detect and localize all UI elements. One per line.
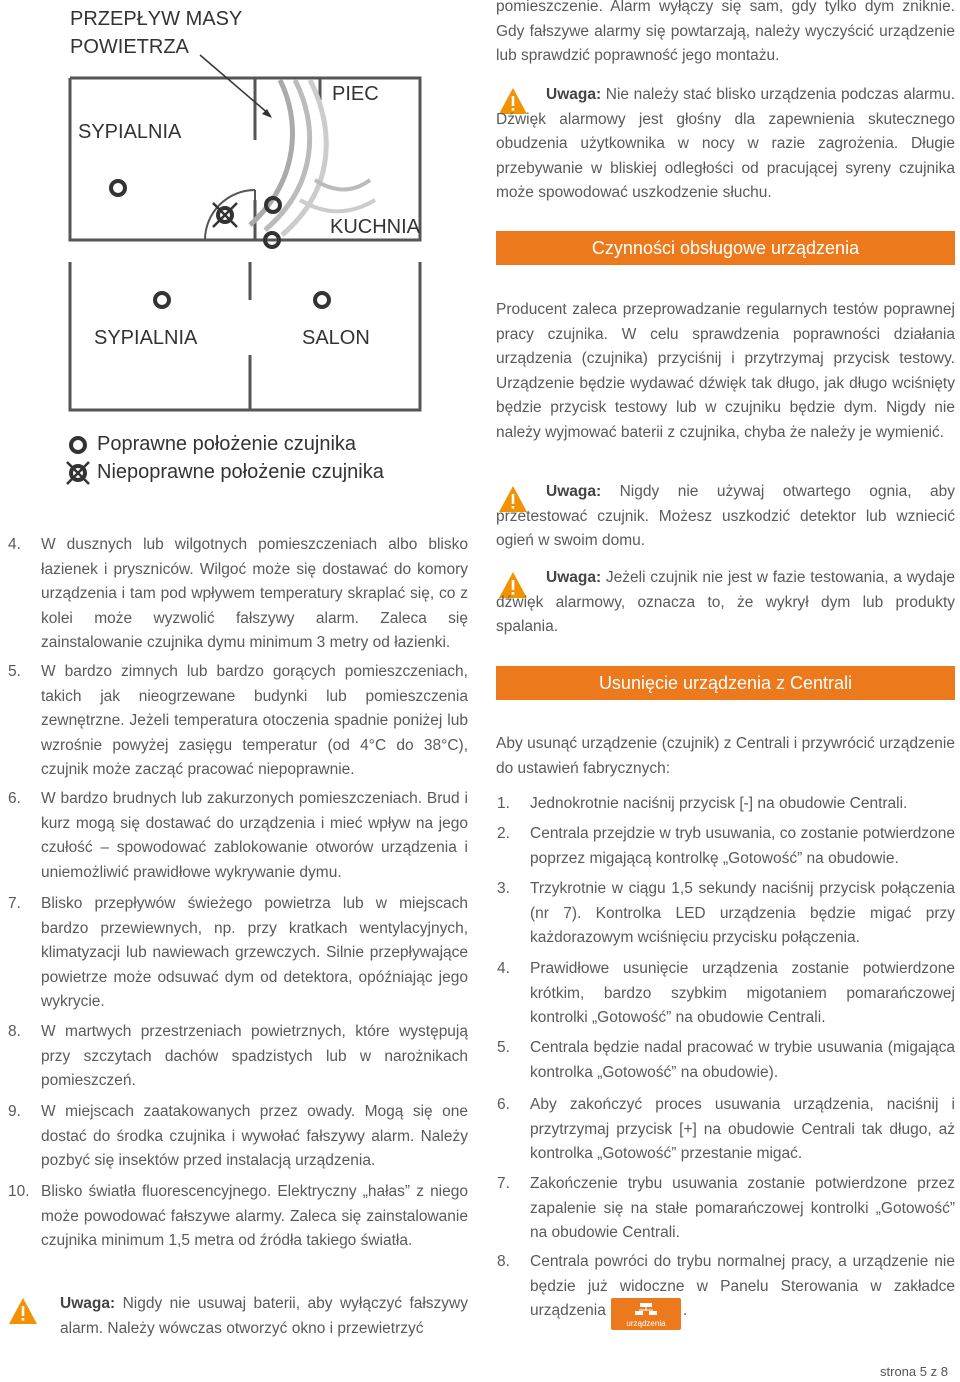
step-number: 2. <box>497 825 510 842</box>
list-item-text: Blisko przepływów świeżego powietrza lub w miejscach bardzo przewiewnych, np. przy kratkach wentylacyjnych, klimatyzacji lub nawiewach grzewczych. Silnie przepływające powietrze może odsuwać dym od detektora, opóźniając jego wykrycie. <box>41 895 468 1010</box>
list-item-number: 6. <box>8 790 21 807</box>
step-number: 8. <box>497 1253 510 1270</box>
room-label-sypialnia: SYPIALNIA <box>78 121 182 143</box>
step-text: Zakończenie trybu usuwania zostanie potwierdzone przez zapalenie się na stałe pomarańczowej kontrolki „Gotowość” na obudowie Centrali. <box>530 1175 955 1241</box>
warning-text: Nigdy nie usuwaj baterii, aby wyłączyć fałszywy alarm. Należy wówczas otworzyć okno i przewietrzyć <box>60 1295 469 1337</box>
step-text: Centrala będzie nadal pracować w trybie usuwania (migająca kontrolka „Gotowość” na obudowie). <box>530 1039 955 1081</box>
section-title-removal: Usunięcie urządzenia z Centrali <box>496 666 955 700</box>
removal-intro: Aby usunąć urządzenie (czujnik) z Centrali i przywrócić urządzenie do ustawień fabrycznych: <box>496 735 955 777</box>
right-intro: pomieszczenie. Alarm wyłączy się sam, gdy tylko dym zniknie. Gdy fałszywe alarmy się powtarzają, należy wyczyścić urządzenie lub sprawdzić poprawność jego montażu. <box>496 0 955 64</box>
list-item-text: W bardzo zimnych lub bardzo gorących pomieszczeniach, takich jak nieogrzewane budynki lub pomieszczenia zewnętrzne. Jeżeli temperatura otoczenia spadnie poniżej lub wzrośnie powyżej zasięgu temperatur (od 4°C do 38°C), czujnik może zacząć pracować niepoprawnie. <box>41 663 468 778</box>
room-label-kuchnia: KUCHNIA <box>330 216 421 238</box>
step-text: Prawidłowe usunięcie urządzenia zostanie potwierdzone krótkim, bardzo szybkim migotaniem pomarańczowej kontrolki „Gotowość” na obudowie Centrali. <box>530 960 955 1026</box>
correct-sensor-icon <box>71 438 85 452</box>
step-number: 6. <box>497 1096 510 1113</box>
correct-sensor-icon <box>111 181 125 195</box>
room-label-piec: PIEC <box>332 83 379 105</box>
warning-label: Uwaga: <box>546 86 602 103</box>
list-item-number: 7. <box>8 895 21 912</box>
warning-text: Nie należy stać blisko urządzenia podczas alarmu. Dźwięk alarmowy jest głośny dla zapewnienia skutecznego obudzenia użytkownika w nocy w razie zagrożenia. Długie przebywanie w bliskiej odległości od pracującej syreny czujnika może spowodować uszkodzenie słuchu. <box>496 86 956 201</box>
list-item-text: Blisko światła fluorescencyjnego. Elektryczny „hałas” z niego może powodować fałszywe alarmy. Zaleca się zainstalowanie czujnika minimum 1,5 metra od źródła takiego światła. <box>41 1183 468 1249</box>
step-text: Jednokrotnie naciśnij przycisk [-] na obudowie Centrali. <box>530 795 908 812</box>
devices-tab-icon <box>611 1298 681 1330</box>
list-item-number: 8. <box>8 1023 21 1040</box>
warning-block-2 <box>496 480 955 554</box>
warning-label: Uwaga: <box>546 483 602 500</box>
warning-block-1 <box>496 83 955 206</box>
list-item-number: 9. <box>8 1103 21 1120</box>
warning-block-3 <box>496 566 955 640</box>
warning-text: Jeżeli czujnik nie jest w fazie testowania, a wydaje dźwięk alarmowy, oznacza to, że wykrył dym lub produkty spalania. <box>496 569 955 635</box>
step-number: 1. <box>497 795 510 812</box>
step-number: 3. <box>497 880 510 897</box>
step-number: 7. <box>497 1175 510 1192</box>
legend-correct: Poprawne położenie czujnika <box>97 433 357 455</box>
floor-plan-diagram-top <box>0 0 480 420</box>
warning-text: Nigdy nie używaj otwartego ognia, aby przetestować czujnik. Możesz uszkodzić detektor lub wzniecić ogień w swoim domu. <box>496 483 955 549</box>
legend-icons <box>66 433 90 485</box>
page-number: strona 5 z 8 <box>880 1364 948 1379</box>
legend-incorrect: Niepoprawne położenie czujnika <box>97 461 384 483</box>
step-number: 5. <box>497 1039 510 1056</box>
list-item-text: W bardzo brudnych lub zakurzonych pomieszczeniach. Brud i kurz mogą się dostawać do urządzenia i mieć wpływ na jego czułość – spowodować zablokowanie otworów urządzenia i uniemożliwić prawidłowe wykrywanie dymu. <box>41 790 468 881</box>
step-number: 4. <box>497 960 510 977</box>
incorrect-sensor-icon <box>213 203 237 227</box>
correct-sensor-icon <box>155 293 169 307</box>
list-item-text: W miejscach zaatakowanych przez owady. Mogą się one dostać do środka czujnika i wywołać fałszywy alarm. Należy pozbyć się insektów przed instalacją urządzenia. <box>41 1103 468 1169</box>
warning-icon <box>8 1296 38 1326</box>
left-warning <box>60 1292 468 1341</box>
warning-label: Uwaga: <box>60 1295 116 1312</box>
step-text: Trzykrotnie w ciągu 1,5 sekundy naciśnij przycisk połączenia (nr 7). Kontrolka LED urządzenia będzie migać przy każdorazowym wciśnięciu przycisku połączenia. <box>530 880 955 946</box>
list-item-text: W dusznych lub wilgotnych pomieszczeniach albo blisko łazienek i pryszniców. Wilgoć może się dostawać do komory urządzenia i tam pod wpływem temperatury skraplać się, co z kolei może wyzwolić fałszywy alarm. Zaleca się zainstalowanie czujnika dymu minimum 3 metry od łazienki. <box>41 536 468 651</box>
airflow-label: POWIETRZA <box>70 36 189 58</box>
devices-tab-label: urządzenia <box>626 1319 666 1328</box>
list-item-text: W martwych przestrzeniach powietrznych, które występują przy szczytach dachów spadzistych lub w narożnikach pomieszczeń. <box>41 1023 468 1089</box>
step-text: Centrala przejdzie w tryb usuwania, co zostanie potwierdzone poprzez migającą kontrolkę „Gotowość” na obudowie. <box>530 825 955 867</box>
incorrect-sensor-icon <box>67 462 89 484</box>
after-tile-period: . <box>683 1302 688 1319</box>
maintenance-body: Producent zaleca przeprowadzanie regularnych testów poprawnej pracy czujnika. W celu sprawdzenia poprawności działania urządzenia (czujnika) przyciśnij i przytrzymaj przycisk testowy. Urządzenie będzie wydawać dźwięk tak długo, jak długo wciśnięty będzie przycisk testowy lub w czujniku będzie dym. Nigdy nie należy wyjmować baterii z czujnika, chyba że należy je wymienić. <box>496 301 955 441</box>
section-title-maintenance: Czynności obsługowe urządzenia <box>496 231 955 265</box>
step-text: Aby zakończyć proces usuwania urządzenia, naciśnij i przytrzymaj przycisk [+] na obudowie Centrali tak długo, aż kontrolka „Gotowość” przestanie migać. <box>530 1096 955 1162</box>
step-text: Centrala powróci do trybu normalnej pracy, a urządzenie nie będzie już widoczne w Panelu Sterowania w zakładce urządzenia <box>530 1253 955 1319</box>
list-item-number: 4. <box>8 536 21 553</box>
list-item-number: 10. <box>8 1183 30 1200</box>
list-item-number: 5. <box>8 663 21 680</box>
correct-sensor-icon <box>315 293 329 307</box>
room-label-sypialnia-2: SYPIALNIA <box>94 327 198 349</box>
warning-label: Uwaga: <box>546 569 602 586</box>
room-label-salon: SALON <box>302 327 370 349</box>
airflow-label: PRZEPŁYW MASY <box>70 8 243 30</box>
